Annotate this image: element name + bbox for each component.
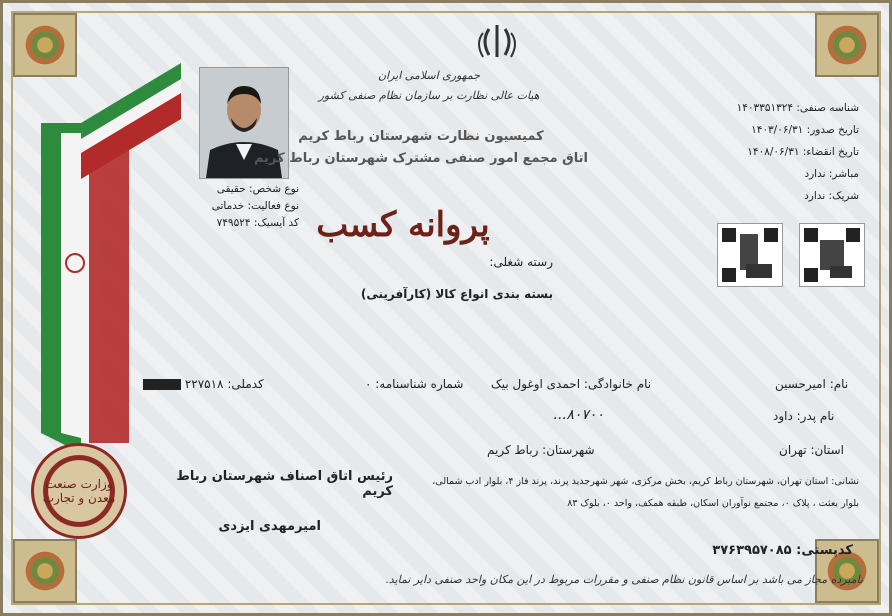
handwritten-serial: ۸۰۷۰۰... (553, 407, 604, 423)
father-name: نام پدر: داود (773, 409, 835, 423)
id-number: شماره شناسنامه: ۰ (365, 377, 464, 391)
chief-title: رئیس اتاق اصناف شهرستان رباط کریم (176, 469, 393, 499)
corner-ornament-icon (13, 539, 77, 603)
address-line-1: نشانی: استان تهران، شهرستان رباط کریم، بخش مرکزی، شهر شهرجدید پرند، پرند فاز ۴، بلوار ادب شمالی، (432, 476, 859, 487)
address-line-2: بلوار بعثت ، پلاک ۰، مجتمع نوآوران اسکان، طبقه همکف، واحد ۰، بلوک ۸۳ (567, 498, 859, 509)
issue-date: تاریخ صدور: ۱۴۰۳/۰۶/۳۱ (751, 124, 859, 136)
ministry-seal (31, 443, 127, 539)
national-code-field (143, 377, 264, 391)
guild-value: بسته بندی انواع کالا (کارآفرینی) (360, 287, 553, 301)
flag-ribbon-svg (41, 63, 181, 453)
iran-emblem-icon (475, 21, 519, 63)
commission-name: کمیسیون نظارت شهرستان رباط کریم (298, 129, 544, 144)
license-meta (709, 97, 859, 207)
address (363, 471, 859, 515)
first-name: نام: امیرحسین (775, 377, 849, 391)
national-code: کدملی: ۲۲۷۵۱۸ (184, 377, 264, 391)
authority-name: هیات عالی نظارت بر سازمان نظام صنفی کشور (318, 89, 540, 102)
chamber-name: اتاق مجمع امور صنفی مشترک شهرستان رباط کریم (253, 151, 589, 166)
manager: مباشر: ندارد (804, 168, 859, 180)
last-name: نام خانوادگی: احمدی اوغول بیک (491, 377, 652, 391)
document-title: پروانه کسب (316, 205, 490, 245)
guild-label: رسته شغلی: (489, 255, 553, 269)
postal-code: کدپستی: ۳۷۶۳۹۵۷۰۸۵ (712, 543, 853, 558)
expiry-date: تاریخ انقضاء: ۱۴۰۸/۰۶/۳۱ (747, 146, 859, 158)
seal-text: وزارت صنعت معدن و تجارت (42, 476, 116, 505)
qr-code-icon (799, 223, 865, 287)
partner: شریک: ندارد (804, 190, 859, 202)
chief-name: امیرمهدی ایزدی (218, 519, 321, 534)
activity-type: نوع فعالیت: خدماتی (211, 200, 299, 212)
isic-code: کد آیسیک: ۷۴۹۵۲۴ (216, 217, 299, 229)
redaction-bar (143, 379, 181, 390)
iran-flag-ribbon-icon (41, 63, 181, 453)
republic-name: جمهوری اسلامی ایران (377, 69, 481, 82)
footer-statement: نامبرده مجاز می باشد بر اساس قانون نظام صنفی و مقررات مربوط در این مکان واحد صنفی دایر نماید. (385, 573, 863, 586)
person-type: نوع شخص: حقیقی (216, 183, 299, 195)
province: استان: تهران (779, 443, 844, 457)
qr-code-icon (717, 223, 783, 287)
guild-id: شناسه صنفی: ۱۴۰۳۳۵۱۳۲۴ (736, 102, 859, 114)
city: شهرستان: رباط کریم (487, 443, 595, 457)
corner-ornament-icon (815, 13, 879, 77)
